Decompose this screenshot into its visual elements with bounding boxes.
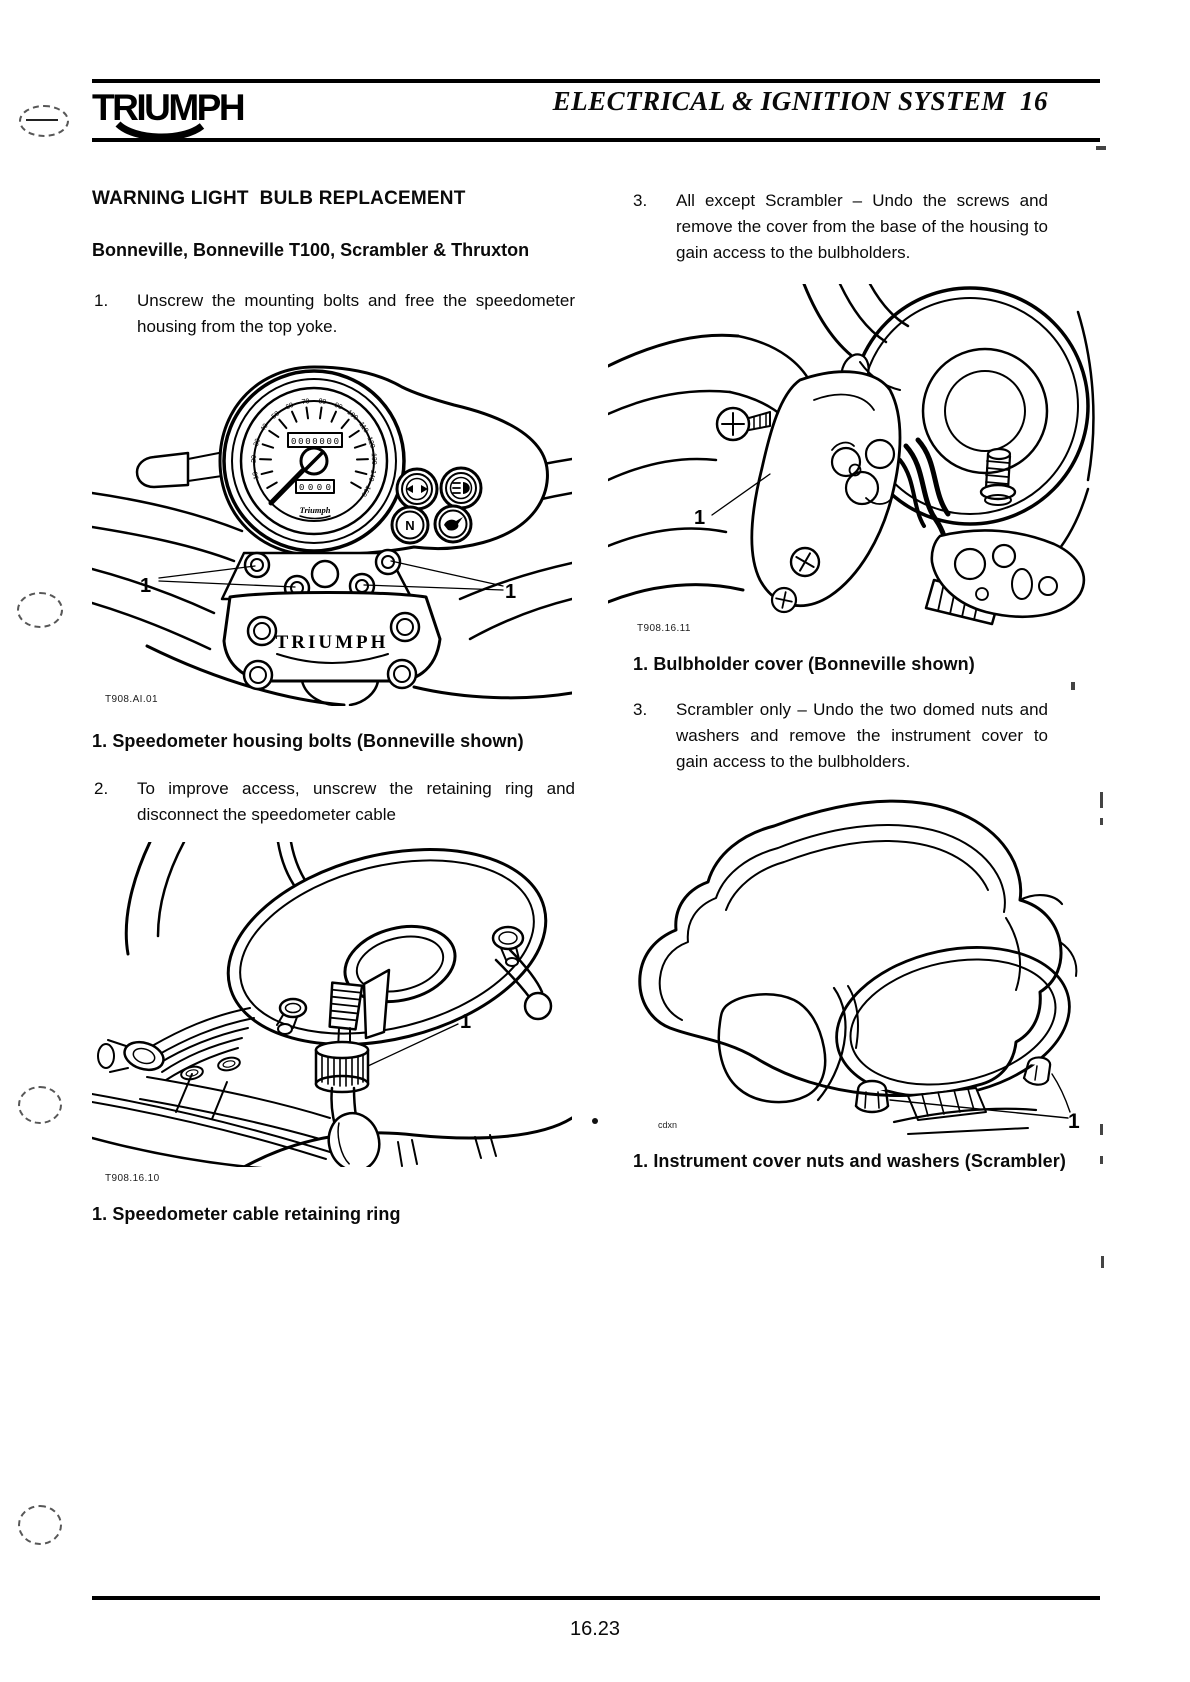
speedometer-housing-illustration [92, 341, 572, 706]
chapter-title-text: ELECTRICAL & IGNITION SYSTEM [552, 86, 1006, 116]
bulbholder-cover-illustration [608, 284, 1098, 639]
neutral-light-icon [392, 507, 428, 543]
svg-text:50: 50 [270, 410, 281, 421]
svg-text:100: 100 [345, 408, 359, 422]
step-3-all-except-scrambler [633, 188, 1048, 266]
scan-artifact [1071, 682, 1075, 690]
callout-1: 1 [1068, 1110, 1080, 1133]
scan-artifact [1100, 1124, 1103, 1135]
high-beam-light-icon [441, 468, 481, 508]
punch-hole-line [26, 119, 58, 121]
svg-text:20: 20 [250, 454, 259, 463]
scan-artifact-dot [592, 1118, 598, 1124]
svg-text:150: 150 [359, 483, 372, 498]
turn-signal-light-icon [397, 469, 437, 509]
svg-text:90: 90 [333, 401, 344, 412]
header-rule-top [92, 79, 1100, 83]
step-text: All except Scrambler – Undo the screws and remove the cover from the base of the housing to gain access to the bulbholders. [676, 191, 1048, 262]
scan-artifact [1100, 792, 1103, 808]
svg-text:10: 10 [251, 470, 261, 481]
step-text: Unscrew the mounting bolts and free the speedometer housing from the top yoke. [137, 291, 575, 336]
figure-instrument-cover [608, 790, 1090, 1135]
punch-hole [17, 592, 63, 628]
svg-text:40: 40 [259, 422, 270, 433]
instrument-cover-illustration [608, 790, 1098, 1135]
punch-hole [18, 1505, 62, 1545]
step-2 [94, 776, 575, 828]
figure-code: T908.AI.01 [105, 694, 158, 705]
oil-pressure-light-icon [435, 506, 471, 542]
svg-text:N: N [405, 518, 415, 533]
figure-speedometer-cable [92, 842, 575, 1167]
step-1 [94, 288, 575, 340]
figure-caption: 1. Bulbholder cover (Bonneville shown) [633, 654, 975, 674]
svg-text:130: 130 [369, 452, 378, 465]
figure-caption: 1. Speedometer cable retaining ring [92, 1204, 401, 1224]
chapter-title [553, 86, 1048, 117]
svg-text:80: 80 [317, 398, 327, 407]
figure-code-inline: cdxn [658, 1120, 678, 1130]
scan-artifact [1100, 818, 1103, 825]
scan-artifact [1101, 1256, 1104, 1268]
svg-text:60: 60 [284, 401, 295, 412]
svg-text:140: 140 [366, 468, 377, 482]
punch-hole [18, 1086, 62, 1124]
yoke-brand-text: TRIUMPH [275, 632, 389, 653]
header-rule-bottom [92, 138, 1100, 142]
svg-text:30: 30 [252, 437, 262, 448]
svg-text:110: 110 [357, 421, 370, 435]
scan-artifact [1100, 1156, 1103, 1164]
step-number: 3. [633, 700, 648, 719]
step-number: 2. [94, 779, 109, 798]
callout-1: 1 [694, 507, 706, 529]
callout-1-left: 1 [140, 575, 152, 597]
models-subheading: Bonneville, Bonneville T100, Scrambler & Thruxton [92, 240, 530, 260]
figure-bulbholder-cover [608, 284, 1090, 639]
figure-code: T908.16.10 [105, 1173, 160, 1184]
callout-1: 1 [460, 1011, 472, 1033]
punch-hole [19, 105, 69, 137]
callout-1-right: 1 [505, 581, 517, 603]
svg-text:120: 120 [365, 435, 376, 450]
odometer-digits: 0000000 [291, 437, 339, 447]
figure-caption: 1. Speedometer housing bolts (Bonneville shown) [92, 731, 524, 751]
triumph-logo-text: TRIUMPH [92, 87, 244, 128]
scan-artifact [1096, 146, 1106, 150]
step-text: Scrambler only – Undo the two domed nuts and washers and remove the instrument cover to gain access to the bulbholders. [676, 700, 1048, 771]
left-column [92, 180, 575, 1225]
step-number: 3. [633, 191, 648, 210]
triumph-logo [90, 84, 270, 142]
section-heading: WARNING LIGHT BULB REPLACEMENT [92, 188, 466, 209]
speedometer-cable-illustration [92, 842, 572, 1167]
step-number: 1. [94, 291, 109, 310]
step-text: To improve access, unscrew the retaining ring and disconnect the speedometer cable [137, 779, 575, 824]
figure-speedometer-housing [92, 341, 575, 706]
trip-digits: 0000 [299, 483, 331, 493]
footer-rule [92, 1596, 1100, 1600]
svg-text:70: 70 [301, 398, 311, 407]
step-3-scrambler-only [633, 697, 1048, 775]
figure-code: T908.16.11 [637, 623, 691, 634]
right-column [608, 180, 1090, 1172]
page-number: 16.23 [569, 1618, 621, 1640]
gauge-brand-text: Triumph [299, 505, 331, 515]
chapter-number: 16 [1020, 86, 1048, 116]
figure-caption: 1. Instrument cover nuts and washers (Scrambler) [633, 1151, 1066, 1171]
